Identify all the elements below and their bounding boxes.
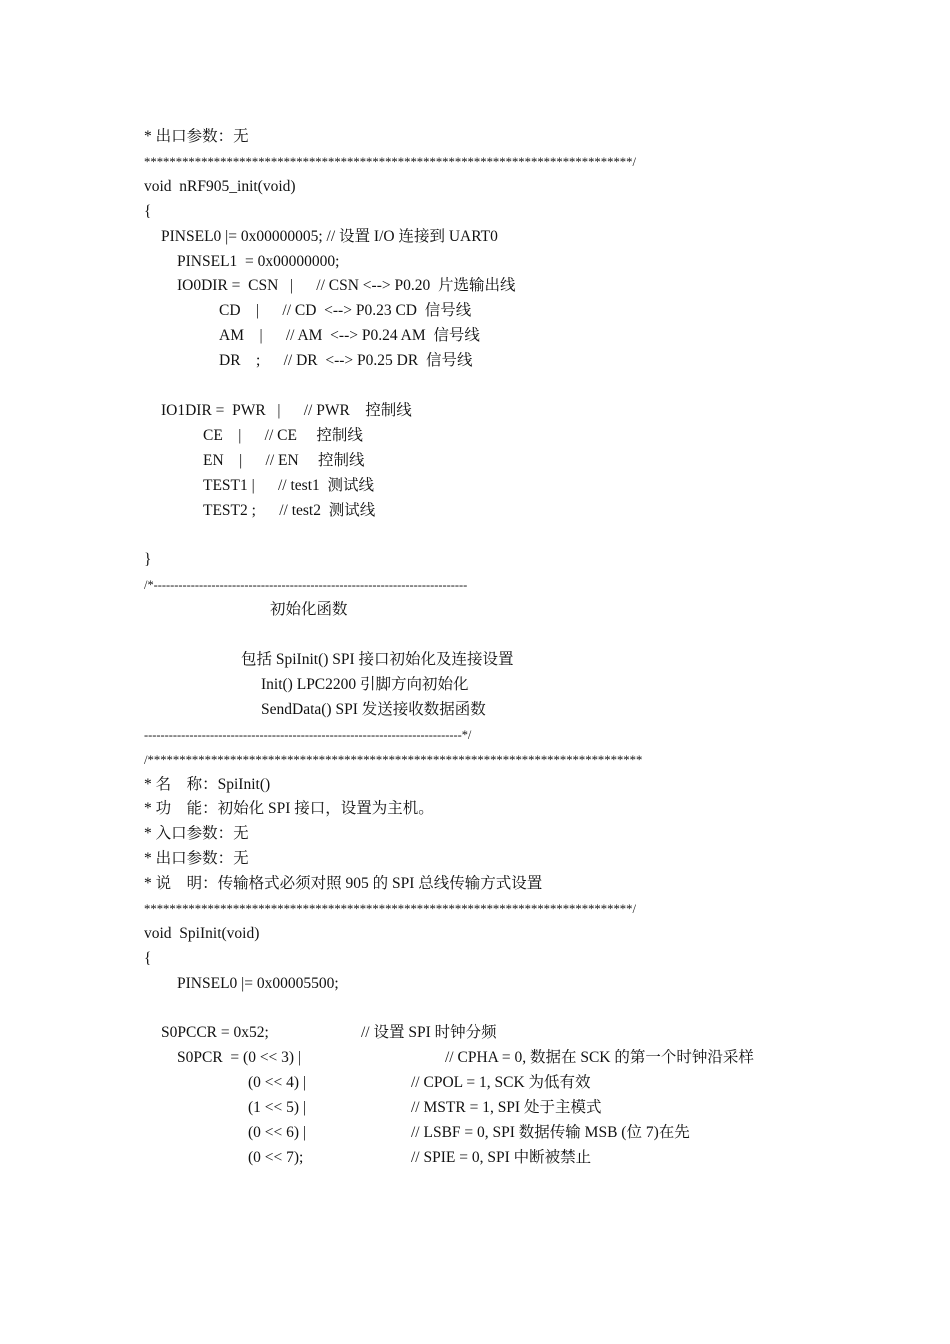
doc-line-36: (1 << 5) | [248,1099,307,1116]
doc-line-25: * 功 能：初始化 SPI 接口，设置为主机。 [144,800,434,817]
doc-line-21: SendData() SPI 发送接收数据函数 [261,701,486,718]
doc-line-19: 包括 SpiInit() SPI 接口初始化及连接设置 [241,651,514,668]
doc-line-38-comment: // SPIE = 0, SPI 中断被禁止 [411,1149,592,1166]
doc-line-32: PINSEL0 |= 0x00005500; [177,975,339,992]
doc-line-31: { [144,950,152,967]
doc-line-23: /****************************************************************************** [144,753,643,767]
doc-line-22: -----------------------------------------------------------------------------*/ [144,728,472,742]
doc-line-37: (0 << 6) | [248,1124,307,1141]
doc-line-3: void nRF905_init(void) [144,178,296,195]
doc-line-15: TEST2 ; // test2 测试线 [203,502,376,519]
doc-line-27: * 出口参数：无 [144,850,249,867]
doc-line-4: { [144,203,152,220]
doc-line-35: (0 << 4) | [248,1074,307,1091]
doc-line-29: *****************************************************************************/ [144,902,636,916]
doc-line-20: Init() LPC2200 引脚方向初始化 [261,676,469,693]
doc-line-14: TEST1 | // test1 测试线 [203,477,375,494]
doc-line-2: *****************************************************************************/ [144,155,636,169]
doc-line-35-comment: // CPOL = 1, SCK 为低有效 [411,1074,591,1091]
doc-line-33: S0PCCR = 0x52; [161,1024,269,1041]
doc-line-10: DR ; // DR <--> P0.25 DR 信号线 [219,352,473,369]
doc-line-33-comment: // 设置 SPI 时钟分频 [361,1024,497,1041]
doc-line-38: (0 << 7); [248,1149,304,1166]
doc-line-16: } [144,551,152,568]
doc-line-28: * 说 明：传输格式必须对照 905 的 SPI 总线传输方式设置 [144,875,543,892]
doc-line-11: IO1DIR = PWR | // PWR 控制线 [161,402,412,419]
doc-line-17: /*---------------------------------------------------------------------------- [144,578,468,592]
doc-line-37-comment: // LSBF = 0, SPI 数据传输 MSB (位 7)在先 [411,1124,690,1141]
doc-line-36-comment: // MSTR = 1, SPI 处于主模式 [411,1099,602,1116]
doc-line-18: 初始化函数 [270,601,348,618]
doc-line-24: * 名 称：SpiInit() [144,776,271,793]
doc-line-12: CE | // CE 控制线 [203,427,363,444]
doc-line-5: PINSEL0 |= 0x00000005; // 设置 I/O 连接到 UART0 [161,228,498,245]
doc-line-13: EN | // EN 控制线 [203,452,365,469]
doc-line-7: IO0DIR = CSN | // CSN <--> P0.20 片选输出线 [177,277,516,294]
doc-line-8: CD | // CD <--> P0.23 CD 信号线 [219,302,472,319]
doc-line-34: S0PCR = (0 << 3) | [177,1049,302,1066]
doc-line-26: * 入口参数：无 [144,825,249,842]
doc-line-9: AM | // AM <--> P0.24 AM 信号线 [219,327,480,344]
doc-line-30: void SpiInit(void) [144,925,260,942]
doc-line-34-comment: // CPHA = 0, 数据在 SCK 的第一个时钟沿采样 [445,1049,754,1066]
doc-line-1: * 出口参数：无 [144,128,249,145]
doc-line-6: PINSEL1 = 0x00000000; [177,253,340,270]
